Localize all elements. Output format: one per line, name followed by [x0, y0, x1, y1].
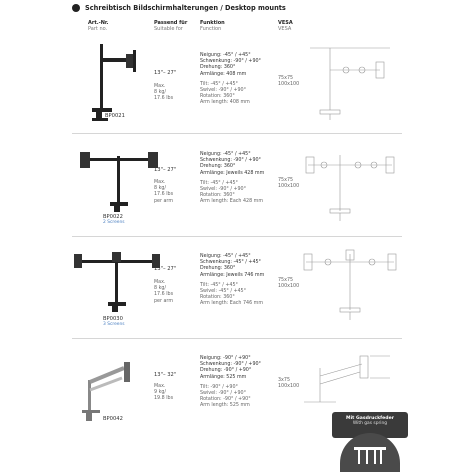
weight-line: per arm: [154, 198, 173, 204]
function-line-en: Arm length: 408 mm: [200, 100, 250, 106]
part-subtitle: 3 Screens: [103, 322, 125, 327]
column-header-suitable: [154, 20, 187, 32]
column-header-de: Funktion: [200, 20, 225, 26]
function-line-de: Armlänge: Jeweils 746 mm: [200, 272, 265, 278]
function-line-de: Armlänge: 525 mm: [200, 374, 247, 380]
function-line-de: Neigung: -45° / +45°: [200, 152, 251, 157]
function-line-en: Tilt: -90° / +90°: [200, 384, 238, 390]
function-line-de: Armlänge: Jeweils 428 mm: [200, 170, 265, 176]
vesa-line: 75x75: [278, 178, 294, 183]
badge-line-en: With gas spring: [352, 421, 388, 426]
weight-line: Max.: [154, 384, 166, 389]
row-divider: [72, 236, 402, 237]
part-number-text: BP0030: [103, 316, 123, 322]
column-header-en: Part no.: [88, 26, 108, 32]
weight-line: Max.: [154, 180, 166, 185]
function-line-de: Drehung: 360°: [200, 65, 236, 71]
function-line-en: Swivel: -45° / +45°: [200, 289, 246, 295]
technical-drawing: [300, 145, 400, 227]
function-line-en: Rotation: -90° / +90°: [200, 397, 251, 403]
max-weight: [154, 84, 184, 103]
section-header: [72, 2, 286, 14]
function-line-en: Tilt: -45° / +45°: [200, 180, 238, 186]
column-header-en: Function: [200, 26, 222, 32]
column-header-en: VESA: [278, 26, 292, 32]
max-weight: [154, 384, 184, 403]
section-title: Schreibtisch Bildschirmhalterungen / Desktop mounts: [85, 4, 286, 12]
vesa-spec: [278, 76, 299, 88]
weight-line: 17.6 lbs: [154, 192, 174, 198]
vesa-line: 100x100: [278, 284, 300, 290]
table-decoration-icon: [340, 433, 400, 472]
column-header-de: Passend für: [154, 20, 188, 26]
function-line-en: Arm length: 525 mm: [200, 403, 250, 409]
weight-line: 19.8 lbs: [154, 396, 174, 402]
screen-size: 13"– 27": [154, 70, 177, 76]
max-weight: [154, 280, 184, 305]
part-number: [103, 416, 123, 422]
part-subtitle: 2 Screens: [103, 220, 125, 225]
max-weight: [154, 180, 184, 205]
column-header-de: Art.-Nr.: [88, 20, 109, 26]
vesa-line: 3x75: [278, 378, 290, 383]
vesa-line: 100x100: [278, 184, 300, 190]
weight-line: 8 kg/: [154, 186, 167, 192]
column-header-part-no: [88, 20, 109, 32]
function-line-de: Schwenkung: -90° / +90°: [200, 59, 261, 65]
technical-drawing: [300, 246, 400, 326]
vesa-line: 100x100: [278, 82, 300, 88]
function-line-en: Tilt: -45° / +45°: [200, 81, 238, 87]
function-line-de: Neigung: -45° / +45°: [200, 53, 251, 58]
vesa-line: 100x100: [278, 384, 300, 390]
product-image-triple-arm: [72, 250, 162, 320]
function-line-en: Swivel: -90° / +90°: [200, 391, 246, 397]
column-header-function: [200, 20, 225, 32]
vesa-spec: [278, 278, 299, 290]
function-line-de: Schwenkung: -90° / +90°: [200, 362, 261, 368]
function-line-en: Rotation: 360°: [200, 94, 235, 100]
weight-line: 17.6 lbs: [154, 96, 174, 102]
function-line-de: Drehung: 360°: [200, 266, 236, 272]
weight-line: Max.: [154, 84, 166, 89]
vesa-line: 75x75: [278, 76, 294, 81]
part-number: [103, 316, 125, 328]
column-header-de: VESA: [278, 20, 293, 26]
function-line-de: Schwenkung: -45° / +45°: [200, 260, 261, 266]
function-line-en: Rotation: 360°: [200, 295, 235, 301]
vesa-spec: [278, 178, 299, 190]
screen-size: 13"– 27": [154, 167, 177, 173]
function-line-de: Armlänge: 408 mm: [200, 71, 247, 77]
technical-drawing: [300, 352, 400, 412]
screen-size: 13"– 27": [154, 266, 177, 272]
part-number-text: BP0022: [103, 214, 123, 220]
function-line-en: Swivel: -90° / +90°: [200, 187, 246, 193]
product-image-dual-arm: [76, 148, 162, 218]
function-line-de: Neigung: -90° / +90°: [200, 356, 251, 361]
function-line-en: Arm length: Each 428 mm: [200, 199, 263, 205]
vesa-spec: [278, 378, 299, 390]
row-divider: [72, 338, 402, 339]
part-number: [103, 214, 125, 226]
part-number: [105, 113, 125, 119]
column-header-vesa: [278, 20, 293, 32]
function-line-en: Arm length: Each 746 mm: [200, 301, 263, 307]
function-line-en: Swivel: -90° / +90°: [200, 88, 246, 94]
function-line-de: Neigung: -45° / +45°: [200, 254, 251, 259]
function-line-de: Drehung: 360°: [200, 164, 236, 170]
function-line-en: Rotation: 360°: [200, 193, 235, 199]
technical-drawing: [300, 40, 400, 124]
part-number-text: BP0042: [103, 416, 123, 422]
weight-line: 8 kg/: [154, 90, 167, 96]
weight-line: 8 kg/: [154, 286, 167, 292]
badge-line-de: Mit Gasdruckfeder: [346, 416, 394, 421]
part-number-text: BP0021: [105, 113, 125, 119]
weight-line: 17.6 lbs: [154, 292, 174, 298]
weight-line: Max.: [154, 280, 166, 285]
vesa-line: 75x75: [278, 278, 294, 283]
function-line-en: Tilt: -45° / +45°: [200, 282, 238, 288]
bullet-icon: [72, 4, 80, 12]
function-line-de: Schwenkung: -90° / +90°: [200, 158, 261, 164]
column-header-en: Suitable for: [154, 26, 183, 32]
row-divider: [72, 133, 402, 134]
weight-line: 9 kg/: [154, 390, 167, 396]
weight-line: per arm: [154, 298, 173, 304]
screen-size: 13"– 32": [154, 372, 177, 378]
function-line-de: Drehung: -90° / +90°: [200, 368, 252, 374]
